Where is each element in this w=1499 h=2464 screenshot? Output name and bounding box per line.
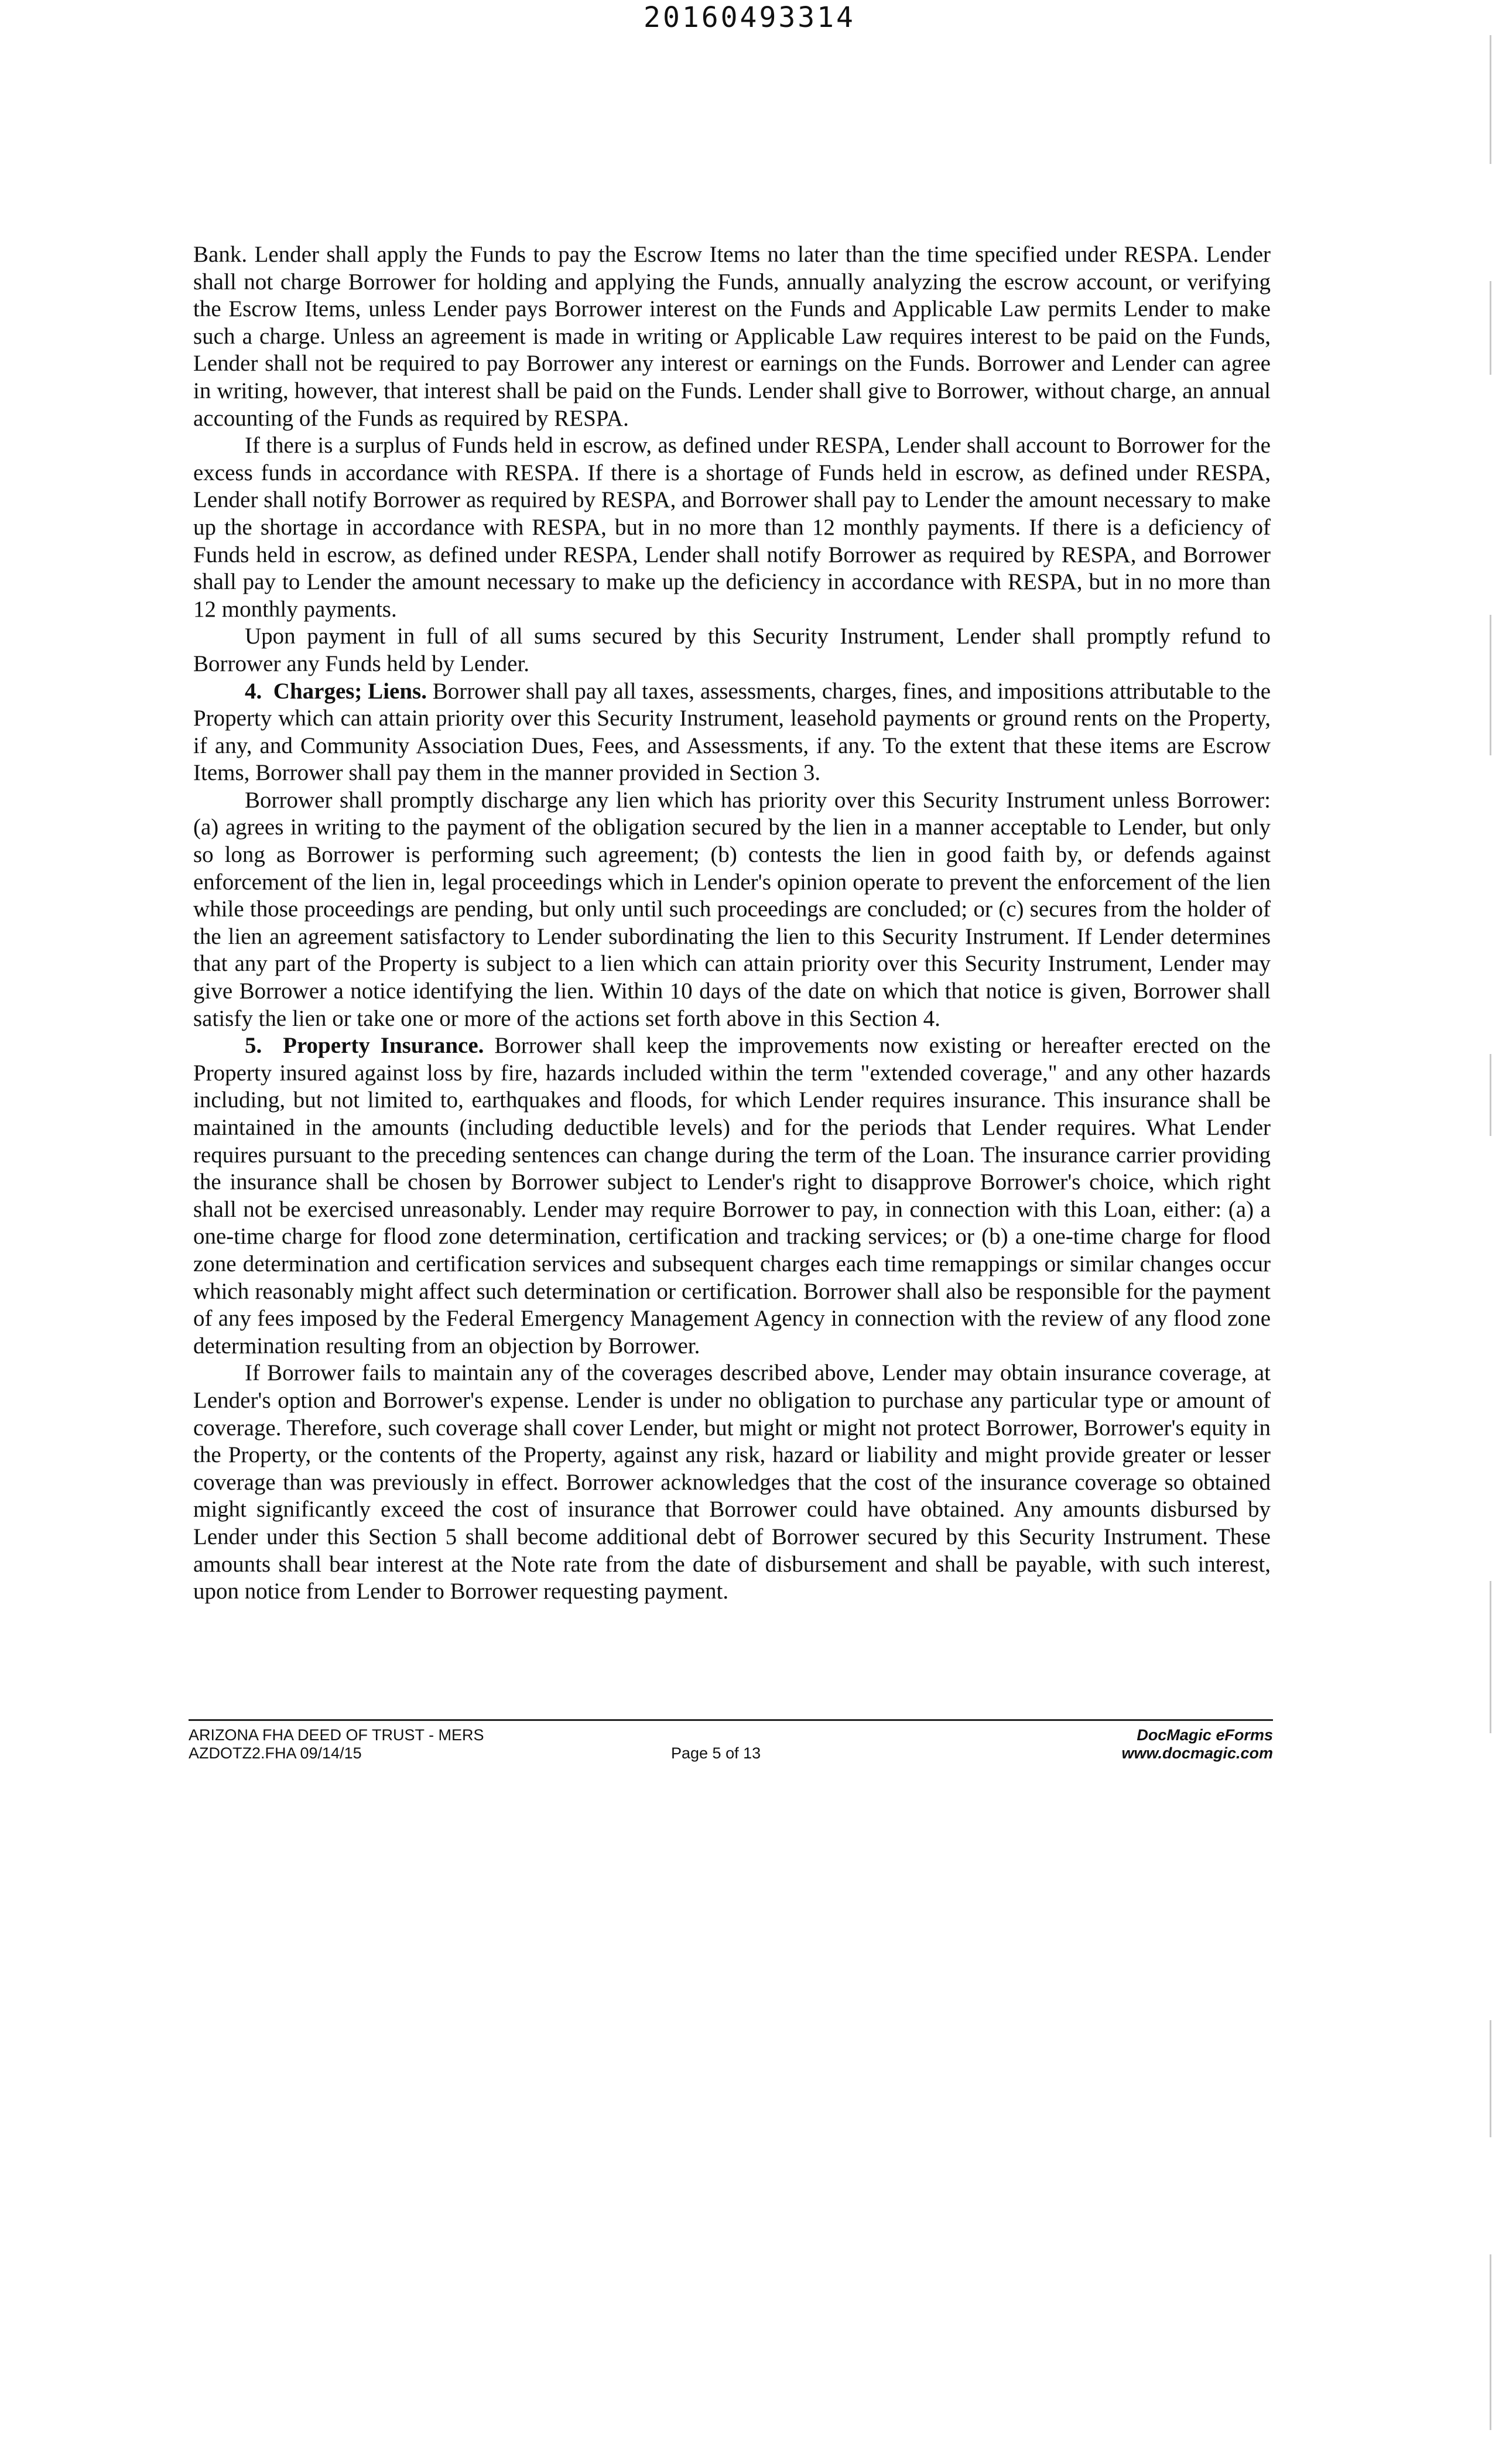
footer-brand-line <box>1121 1726 1273 1744</box>
document-number: 20160493314 <box>644 1 855 34</box>
scan-mark <box>1490 281 1491 375</box>
section-5-property-insurance <box>193 1032 1271 1360</box>
footer-form-title: ARIZONA FHA DEED OF TRUST - MERS <box>189 1726 484 1744</box>
section-4-number: 4. <box>245 678 262 704</box>
section-5-text: Borrower shall keep the improvements now existing or hereafter erected on the Property insured against loss by fire, hazards included within the term "extended coverage," and any other hazards including, but not limited to, earthquakes and floods, for which Lender requires insurance. This insurance shall be maintained in the amounts (including deductible levels) and for the periods that Lender requires. What Lender requires pursuant to the preceding sentences can change during the term of the Loan. The insurance carrier providing the insurance shall be chosen by Borrower subject to Lender's right to disapprove Borrower's choice, which right shall not be exercised unreasonably. Lender may require Borrower to pay, in connection with this Loan, either: (a) a one-time charge for flood zone determination, certification and tracking services; or (b) a one-time charge for flood zone determination and certification services and subsequent charges each time remappings or similar changes occur which reasonably might affect such determination or certification. Borrower shall also be responsible for the payment of any fees imposed by the Federal Emergency Management Agency in connection with the review of any flood zone determination resulting from an objection by Borrower. <box>193 1033 1271 1358</box>
paragraph-surplus-funds: If there is a surplus of Funds held in escrow, as defined under RESPA, Lender shall account to Borrower for the excess funds in accordance with RESPA. If there is a shortage of Funds held in escrow, as defined under RESPA, Lender shall notify Borrower as required by RESPA, and Borrower shall pay to Lender the amount necessary to make up the shortage in accordance with RESPA, but in no more than 12 monthly payments. If there is a deficiency of Funds held in escrow, as defined under RESPA, Lender shall notify Borrower as required by RESPA, and Borrower shall pay to Lender the amount necessary to make up the deficiency in accordance with RESPA, but in no more than 12 monthly payments. <box>193 433 1271 622</box>
section-4-title: Charges; Liens. <box>273 678 427 704</box>
paragraph-escrow-funds: Bank. Lender shall apply the Funds to pay the Escrow Items no later than the time specified under RESPA. Lender shall not charge Borrower for holding and applying the Funds, annually analyzing the escrow account, or verifying the Escrow Items, unless Lender pays Borrower interest on the Funds and Applicable Law permits Lender to make such a charge. Unless an agreement is made in writing or Applicable Law requires interest to be paid on the Funds, Lender shall not be required to pay Borrower any interest or earnings on the Funds. Borrower and Lender can agree in writing, however, that interest shall be paid on the Funds. Lender shall give to Borrower, without charge, an annual accounting of the Funds as required by RESPA. <box>193 242 1271 431</box>
footer-brand-name: DocMagic <box>1137 1726 1211 1744</box>
section-4-text: Borrower shall pay all taxes, assessments, charges, fines, and impositions attributable to the Property which can attain priority over this Security Instrument, leasehold payments or ground rents on the Property, if any, and Community Association Dues, Fees, and Assessments, if any. To the extent that these items are Escrow Items, Borrower shall pay them in the manner provided in Section 3. <box>193 678 1271 786</box>
footer-page-number: Page 5 of 13 <box>671 1744 761 1762</box>
paragraph-refund: Upon payment in full of all sums secured by this Security Instrument, Lender shall promptly refund to Borrower any Funds held by Lender. <box>193 624 1271 676</box>
footer-rule <box>189 1719 1273 1721</box>
section-5-number: 5. <box>245 1033 262 1059</box>
section-5-title: Property Insurance. <box>283 1033 484 1059</box>
footer-brand-eforms: eForms <box>1216 1726 1273 1744</box>
footer-form-info <box>189 1726 484 1763</box>
scan-mark <box>1490 35 1491 164</box>
footer-website: www.docmagic.com <box>1121 1744 1273 1762</box>
paragraph-discharge-lien: Borrower shall promptly discharge any lien which has priority over this Security Instrument unless Borrower: (a) agrees in writing to the payment of the obligation secured by the lien in a manner acceptable to Lender, but only so long as Borrower is performing such agreement; (b) contests the lien in good faith by, or defends against enforcement of the lien in, legal proceedings which in Lender's opinion operate to prevent the enforcement of the lien while those proceedings are pending, but only until such proceedings are concluded; or (c) secures from the holder of the lien an agreement satisfactory to Lender subordinating the lien to this Security Instrument. If Lender determines that any part of the Property is subject to a lien which can attain priority over this Security Instrument, Lender may give Borrower a notice identifying the lien. Within 10 days of the date on which that notice is given, Borrower shall satisfy the lien or take one or more of the actions set forth above in this Section 4. <box>193 787 1271 1031</box>
scan-mark <box>1490 2020 1491 2137</box>
paragraph-coverage-failure: If Borrower fails to maintain any of the coverages described above, Lender may obtain insurance coverage, at Lender's option and Borrower's expense. Lender is under no obligation to purchase any particular type or amount of coverage. Therefore, such coverage shall cover Lender, but might or might not protect Borrower, Borrower's equity in the Property, or the contents of the Property, against any risk, hazard or liability and might provide greater or lesser coverage than was previously in effect. Borrower acknowledges that the cost of the insurance coverage so obtained might significantly exceed the cost of insurance that Borrower could have obtained. Any amounts disbursed by Lender under this Section 5 shall become additional debt of Borrower secured by this Security Instrument. These amounts shall bear interest at the Note rate from the date of disbursement and shall be payable, with such interest, upon notice from Lender to Borrower requesting payment. <box>193 1360 1271 1604</box>
scan-edge-marks <box>1484 0 1499 2464</box>
scan-mark <box>1490 1054 1491 1136</box>
scan-mark <box>1490 615 1491 755</box>
footer-brand <box>1121 1726 1273 1763</box>
page-footer <box>189 1719 1273 1766</box>
section-4-charges-liens <box>193 678 1271 787</box>
document-body <box>193 241 1271 1606</box>
footer-form-code: AZDOTZ2.FHA 09/14/15 <box>189 1744 362 1762</box>
scan-mark <box>1490 2254 1491 2430</box>
scan-mark <box>1490 1581 1491 1733</box>
